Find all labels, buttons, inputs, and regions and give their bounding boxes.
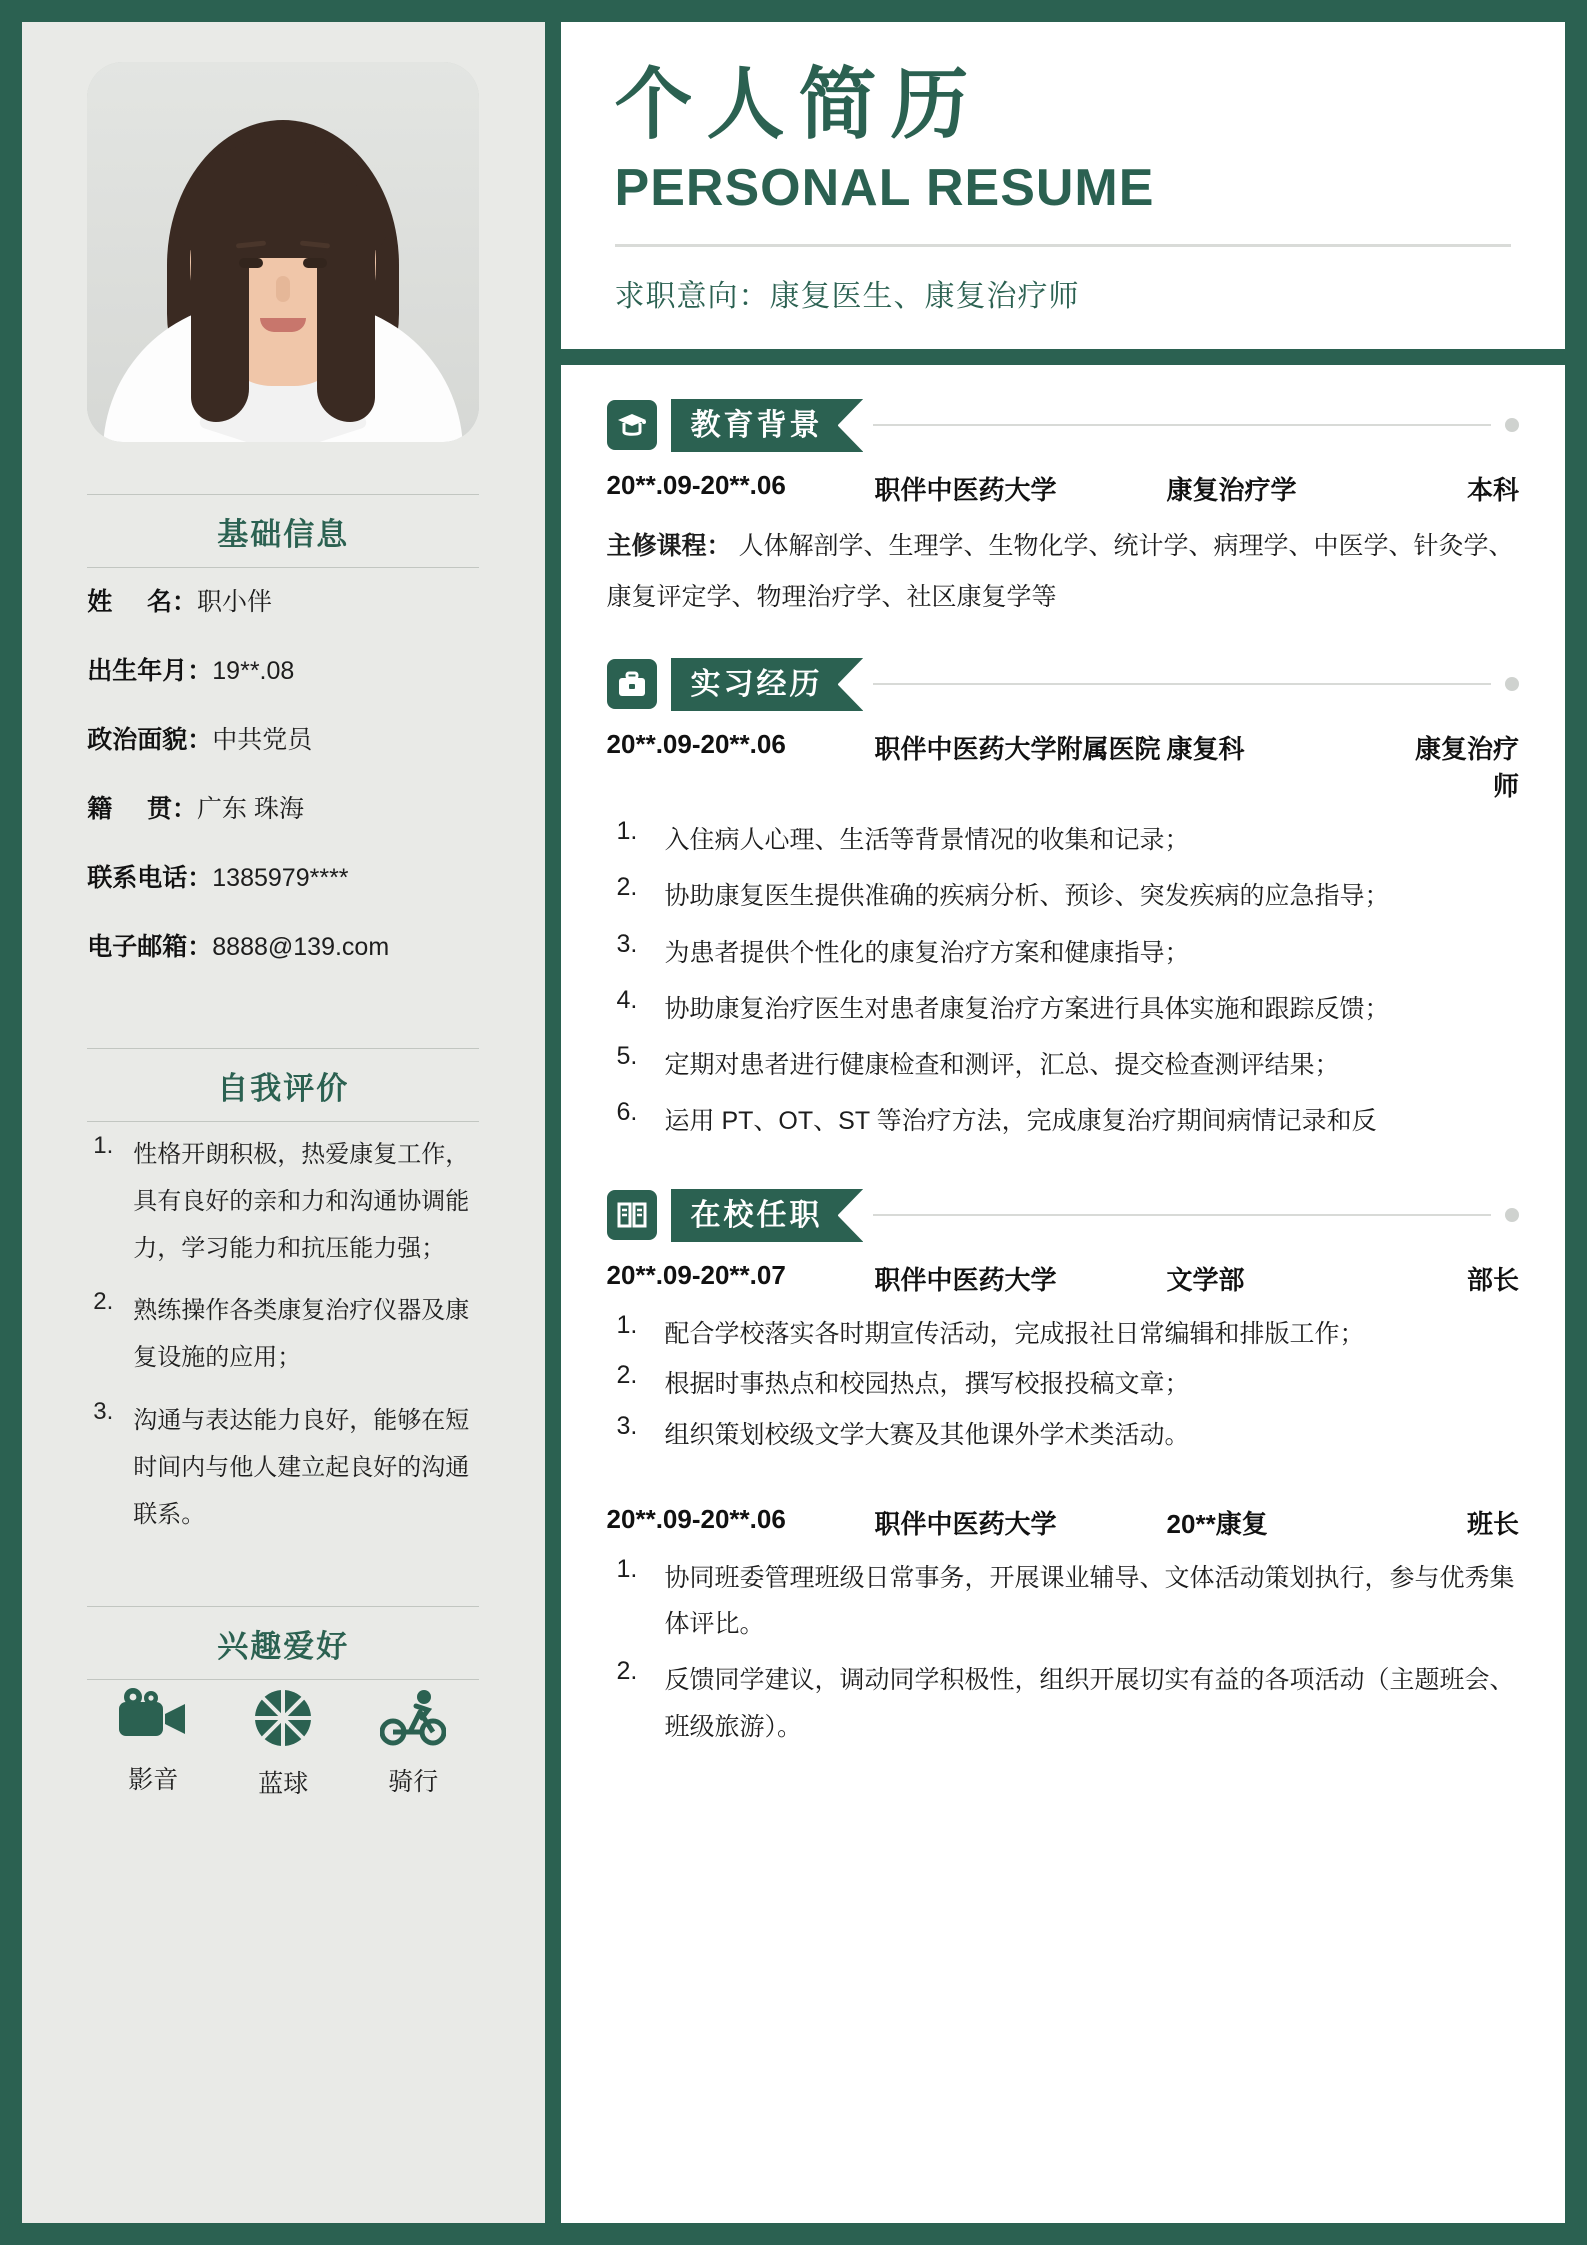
- list-item: [607, 817, 1519, 863]
- divider: [87, 1121, 479, 1122]
- list-index: 2.: [93, 1288, 114, 1316]
- organization: 职伴中医药大学: [874, 1265, 1057, 1296]
- list-text: 协助康复治疗医生对患者康复治疗方案进行具体实施和跟踪反馈；: [664, 994, 1390, 1023]
- position: 部长: [1466, 1265, 1519, 1296]
- divider: [615, 244, 1511, 247]
- list-item: [607, 1098, 1519, 1144]
- list-index: 4.: [616, 985, 638, 1014]
- divider: [87, 1679, 479, 1680]
- list-label: 影音: [128, 1766, 179, 1795]
- list-index: 1.: [616, 1311, 638, 1340]
- list-item: [607, 1657, 1519, 1750]
- internship-title: 实习经历: [671, 658, 863, 712]
- sidebar: [22, 22, 545, 2223]
- internship-duty-list: [607, 817, 1519, 1145]
- list-text: 熟练操作各类康复治疗仪器及康复设施的应用；: [133, 1297, 470, 1372]
- campus-row-2: [607, 1504, 1519, 1541]
- field-value: 8888@139.com: [212, 933, 390, 961]
- date-range: 20**.09-20**.07: [606, 1260, 786, 1291]
- list-item: [607, 1555, 1519, 1648]
- list-text: 根据时事热点和校园热点，撰写校报投稿文章；: [664, 1370, 1190, 1399]
- list-index: 2.: [616, 1361, 638, 1390]
- internship-row: [607, 729, 1519, 803]
- page-subtitle: PERSONAL RESUME: [614, 158, 1155, 217]
- list-index: 1.: [616, 1554, 638, 1583]
- list-text: 沟通与表达能力良好，能够在短时间内与他人建立起良好的沟通联系。: [133, 1406, 470, 1528]
- basic-info-section: [87, 494, 479, 568]
- list-item: [87, 582, 479, 618]
- list-item: [607, 1361, 1519, 1407]
- field-label: 姓 名：: [87, 588, 197, 616]
- avatar: [87, 62, 479, 442]
- list-index: 3.: [93, 1397, 114, 1425]
- list-index: 3.: [616, 929, 638, 958]
- list-text: 协助康复医生提供准确的疾病分析、预诊、突发疾病的应急指导；: [664, 882, 1390, 911]
- end-dot: [1505, 418, 1519, 432]
- field-label: 籍 贯：: [87, 795, 197, 823]
- field-label: 电子邮箱：: [87, 933, 213, 961]
- campus-duty-list-1: [607, 1311, 1519, 1458]
- list-item: [235, 1688, 331, 1800]
- major: 康复治疗学: [1166, 475, 1297, 506]
- degree: 本科: [1466, 475, 1519, 506]
- courses-text: 人体解剖学、生理学、生物化学、统计学、病理学、中医学、针灸学、康复评定学、物理治疗学、社区康复学等: [606, 532, 1514, 612]
- field-value: 19**.08: [212, 657, 295, 685]
- list-index: 6.: [616, 1098, 638, 1127]
- divider: [873, 424, 1491, 426]
- hobbies-title: 兴趣爱好: [217, 1629, 350, 1665]
- education-row: [607, 470, 1519, 507]
- field-label: 联系电话：: [87, 864, 213, 892]
- list-item: [607, 873, 1519, 919]
- courses-label: 主修课程：: [606, 532, 732, 561]
- class-name: 20**康复: [1166, 1508, 1268, 1539]
- education-section-header: [607, 399, 1519, 453]
- list-item: [87, 720, 479, 756]
- basketball-icon: [253, 1688, 313, 1748]
- list-item: [365, 1688, 461, 1800]
- cycling-icon: [380, 1688, 446, 1746]
- list-index: 2.: [616, 873, 638, 902]
- campus-title: 在校任职: [671, 1189, 863, 1243]
- self-evaluation-title: 自我评价: [217, 1071, 350, 1106]
- list-index: 1.: [93, 1132, 114, 1159]
- field-label: 出生年月：: [87, 657, 213, 685]
- list-item: [607, 930, 1519, 976]
- date-range: 20**.09-20**.06: [606, 729, 786, 760]
- hobbies-list: [87, 1688, 479, 1800]
- list-item: [87, 858, 479, 894]
- list-text: 运用 PT、OT、ST 等治疗方法，完成康复治疗期间病情记录和反: [664, 1107, 1377, 1136]
- department: 康复科: [1166, 734, 1245, 765]
- basic-info-list: [87, 582, 479, 996]
- courses-paragraph: [607, 521, 1519, 624]
- basic-info-title: 基础信息: [217, 517, 350, 552]
- main-content: [561, 22, 1565, 2223]
- end-dot: [1505, 677, 1519, 691]
- field-label: 政治面貌：: [87, 726, 213, 754]
- list-item: [87, 651, 479, 687]
- list-text: 为患者提供个性化的康复治疗方案和健康指导；: [664, 938, 1190, 967]
- organization: 职伴中医药大学附属医院: [874, 734, 1161, 765]
- list-index: 3.: [616, 1411, 638, 1440]
- campus-duty-list-2: [607, 1555, 1519, 1750]
- job-objective: 求职意向：康复医生、康复治疗师: [614, 279, 1080, 313]
- list-index: 2.: [616, 1657, 638, 1686]
- list-text: 入住病人心理、生活等背景情况的收集和记录；: [664, 826, 1190, 855]
- list-text: 性格开朗积极，热爱康复工作，具有良好的亲和力和沟通协调能力，学习能力和抗压能力强；: [133, 1141, 470, 1262]
- list-label: 蓝球: [258, 1770, 309, 1799]
- list-item: [607, 1042, 1519, 1088]
- list-index: 5.: [616, 1042, 638, 1071]
- self-evaluation-list: [87, 1132, 479, 1554]
- list-item: [87, 927, 479, 963]
- date-range: 20**.09-20**.06: [606, 470, 786, 501]
- list-text: 协同班委管理班级日常事务，开展课业辅导、文体活动策划执行，参与优秀集体评比。: [664, 1563, 1515, 1639]
- position: 班长: [1466, 1508, 1519, 1539]
- list-text: 配合学校落实各时期宣传活动，完成报社日常编辑和排版工作；: [664, 1320, 1365, 1349]
- campus-row-1: [607, 1260, 1519, 1297]
- portrait-illustration: [87, 62, 479, 442]
- list-item: [607, 986, 1519, 1032]
- organization: 职伴中医药大学: [874, 1508, 1057, 1539]
- list-item: [607, 1412, 1519, 1458]
- resume-body: [561, 365, 1565, 2223]
- list-item: [105, 1688, 201, 1800]
- divider: [87, 567, 479, 568]
- field-value: 中共党员: [212, 726, 313, 754]
- list-item: [87, 789, 479, 825]
- page-title: 个人简历: [614, 60, 983, 148]
- education-title: 教育背景: [671, 399, 863, 453]
- field-value: 广东 珠海: [197, 795, 304, 823]
- position: 康复治疗师: [1414, 734, 1519, 802]
- self-evaluation-section: [87, 1048, 479, 1122]
- open-book-icon: [607, 1190, 657, 1240]
- list-item: [87, 1398, 479, 1538]
- organization: 职伴中医药大学: [874, 475, 1057, 506]
- resume-header: [561, 22, 1565, 349]
- list-text: 定期对患者进行健康检查和测评，汇总、提交检查测评结果；: [664, 1051, 1340, 1080]
- list-index: 1.: [616, 817, 638, 846]
- hobbies-section: [87, 1606, 479, 1680]
- video-camera-icon: [117, 1688, 189, 1744]
- date-range: 20**.09-20**.06: [606, 1503, 786, 1534]
- briefcase-icon: [607, 659, 657, 709]
- divider: [873, 1214, 1491, 1216]
- list-item: [87, 1132, 479, 1272]
- list-item: [87, 1288, 479, 1382]
- field-value: 1385979****: [212, 864, 349, 892]
- list-text: 反馈同学建议，调动同学积极性，组织开展切实有益的各项活动（主题班会、班级旅游）。: [664, 1666, 1515, 1741]
- list-item: [607, 1311, 1519, 1357]
- end-dot: [1505, 1208, 1519, 1222]
- graduation-cap-icon: [607, 400, 657, 450]
- campus-section-header: [607, 1189, 1519, 1243]
- list-label: 骑行: [388, 1768, 439, 1797]
- field-value: 职小伴: [197, 588, 273, 616]
- internship-section-header: [607, 658, 1519, 712]
- list-text: 组织策划校级文学大赛及其他课外学术类活动。: [664, 1420, 1190, 1449]
- divider: [873, 683, 1491, 685]
- department: 文学部: [1166, 1265, 1245, 1296]
